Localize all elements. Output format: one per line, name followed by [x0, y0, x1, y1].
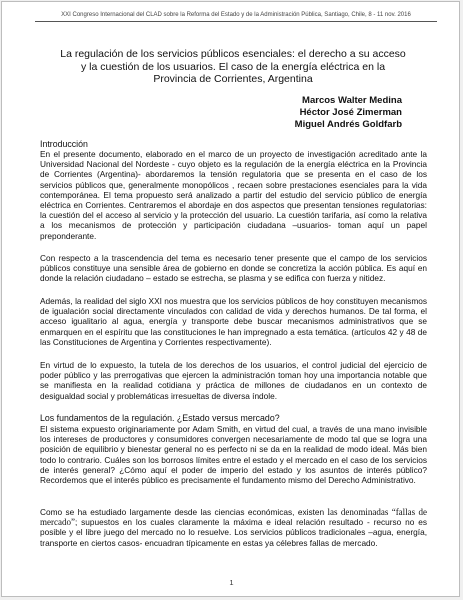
author-name: Marcos Walter Medina: [302, 95, 402, 106]
quoted-term: las denominadas “fallas de mercado”: [40, 507, 428, 528]
paragraph: [40, 507, 427, 548]
paragraph: El sistema expuesto originariamente por Adam Smith, en virtud del cual, a través de una mano invisible los intereses de productores y consumidores convergen necesariamente de modo tal que se logra una posición de equilibrio y bienestar general no es perfecto ni se da en la realidad de modo ideal. Más bien todo lo contrario. Cuáles son los borrosos límites entre el estado y el mercado en el caso de los servicios de interés general? ¿Cómo aquí el poder de imperio del estado y los asuntos de interés público? Recordemos que el interés público es precisamente el fundamento mismo del Derecho Administrativo.: [40, 424, 427, 486]
paragraph-text: Como se ha estudiado largamente desde las ciencias económicas, existen: [40, 507, 328, 517]
paragraph: Además, la realidad del siglo XXI nos muestra que los servicios públicos de hoy constituyen mecanismos de igualación social directamente vinculados con calidad de vida y derechos humanos. De tal forma, el acceso igualitario al agua, energía y transporte debe buscar mecanismos administrativos que se enmarquen en el espíritu que las constituciones le han impregnado a esta temática. (artículos 42 y 48 de las Constituciones de Argentina y Corrientes respectivamente).: [40, 296, 427, 347]
author-name: Miguel Andrés Goldfarb: [294, 119, 402, 130]
section-heading-introduccion: Introducción: [40, 139, 88, 149]
paragraph: En el presente documento, elaborado en el marco de un proyecto de investigación acreditado ante la Universidad Nacional del Nordeste - cuyo objeto es la regulación de la energía eléctrica en la Provincia de Corrientes (Argentina)- abordaremos la tensión regulatoria que se presenta en el caso de los servicios públicos que, generalmente monopólicos , recaen sobre prestaciones esenciales para la vida contemporánea. El tema propuesto será analizado a partir del estudio del servicio público de energía eléctrica en Corrientes. Centraremos el abordaje en dos aspectos que presentan tensiones regulatorias: la cuestión del el acceso al servicio y la protección del usuario. La cuestión tarifaria, así como la relativa a los mecanismos de protección y participación ciudadana –usuarios- toman aquí un papel preponderante.: [40, 149, 427, 241]
paper-title: La regulación de los servicios públicos esenciales: el derecho a su acceso y la cuestión de los usuarios. El caso de la energía eléctrica en la Provincia de Corrientes, Argentina: [60, 48, 406, 85]
document-page: [1, 1, 460, 597]
header-rule: [35, 21, 437, 22]
author-list: [295, 95, 402, 131]
running-header: XXI Congreso Internacional del CLAD sobre la Reforma del Estado y de la Administración Pública, Santiago, Chile, 8 - 11 nov. 2016: [61, 12, 411, 18]
section-heading-fundamentos: Los fundamentos de la regulación. ¿Estado versus mercado?: [40, 413, 280, 423]
author-name: Héctor José Zimerman: [299, 107, 402, 118]
paragraph: Con respecto a la trascendencia del tema es necesario tener presente que el campo de los servicios públicos constituye una sensible área de gobierno en donde se concretiza la acción pública. Es aquí en donde la relación ciudadano – estado se estrecha, se plasma y se edifica con fuerza y nitidez.: [40, 253, 427, 284]
paragraph-text: ; supuestos en los cuales claramente la máxima e ideal relación resultado - recurso no es posible y el libre juego del mercado no lo resuelve. Los servicios públicos tradicionales –agua, energía, transporte en ciertos casos- encuadran típicamente en estas ya célebres fallas de mercado.: [40, 517, 427, 548]
page-number: 1: [229, 578, 234, 587]
paragraph: En virtud de lo expuesto, la tutela de los derechos de los usuarios, el control judicial del ejercicio de poder público y las prerrogativas que ejercen la administración toman hoy una importancia notable que se manifiesta en la realidad cotidiana y práctica de millones de ciudadanos en un contexto de desigualdad social y problemáticas irresueltas de diversa índole.: [40, 360, 427, 401]
